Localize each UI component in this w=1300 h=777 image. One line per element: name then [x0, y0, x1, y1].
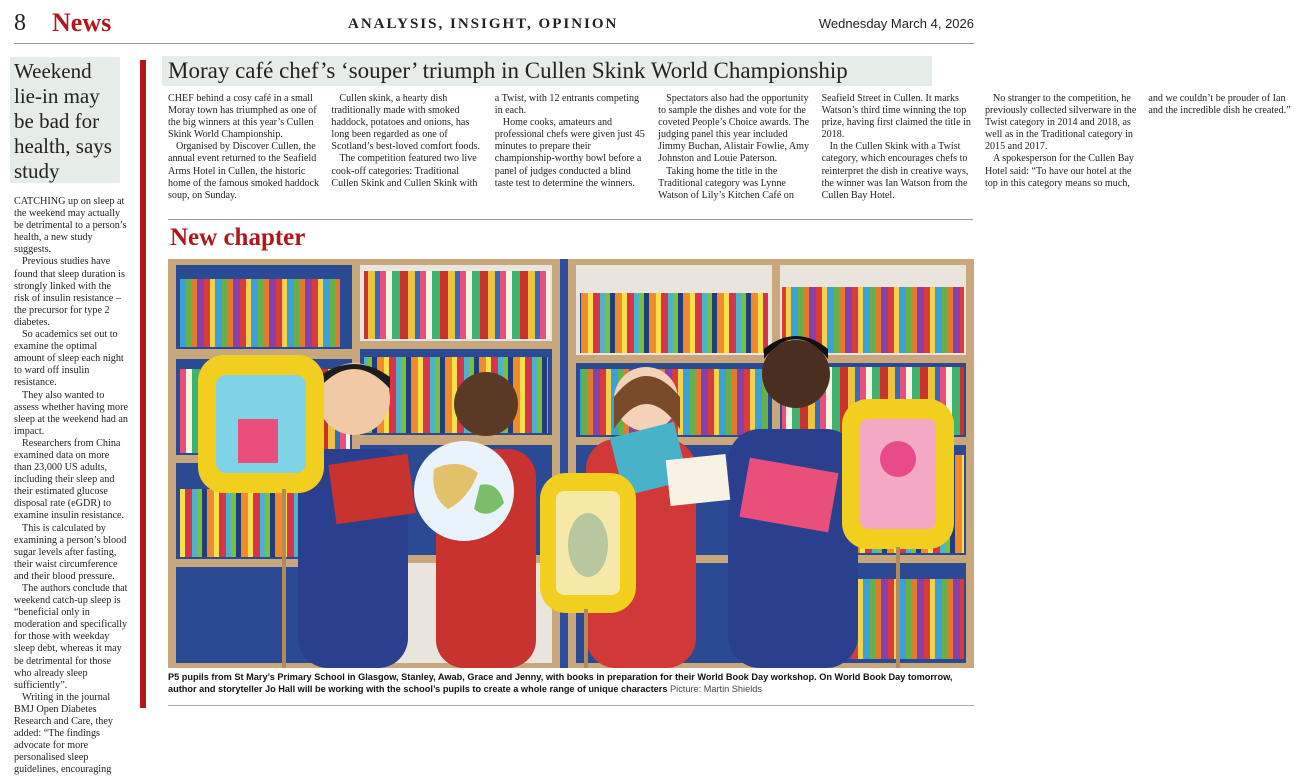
sidebar-paragraph: So academics set out to examine the optimal amount of sleep each night to ward off insulin resistance.: [14, 329, 124, 389]
page-number: 8: [14, 10, 26, 36]
footer-rule: [168, 705, 974, 706]
library-photo: [168, 259, 974, 668]
header-rule: [14, 43, 974, 44]
column-divider-bar: [140, 60, 146, 708]
sidebar-paragraph: Researchers from China examined data on more than 23,000 US adults, including their sleep and their estimated glucose disposal rate (eGDR) to examine insulin resistance.: [14, 437, 125, 522]
sidebar-headline: Weekend lie-in may be bad for health, says study: [10, 57, 120, 183]
main-paragraph: A spokesperson for the Cullen Bay Hotel said: “To have our hotel at the top in this category means so much, and we couldn’t be prouder of Ian and the incredible dish he created.”: [984, 93, 1291, 189]
photo-caption: [168, 672, 974, 695]
sidebar-paragraph: This is calculated by examining a person’s blood sugar levels after fasting, their waist circumference and their blood pressure.: [14, 522, 127, 582]
main-paragraph: CHEF behind a cosy café in a small Moray town has triumphed as one of the big winners at this year’s Cullen Skink World Championship.: [168, 93, 317, 141]
sidebar-paragraph: Previous studies have found that sleep duration is strongly linked with the risk of insulin resistance – the precursor for type 2 diabetes.: [14, 256, 125, 328]
main-paragraph: No stranger to the competition, he previously collected silverware in the Twist category in 2014 and 2018, as well as in the Traditional category in 2015 and 2017.: [984, 93, 1137, 153]
sidebar-paragraph: They also wanted to assess whether having more sleep at the weekend had an impact.: [14, 389, 129, 437]
section-kicker: ANALYSIS, INSIGHT, OPINION: [348, 16, 619, 32]
photo-headline: New chapter: [170, 224, 306, 251]
main-paragraph: Taking home the title in the Traditional category was Lynne Watson of Lily’s Kitchen Café on Seafield Street in Cullen. It marks Watson’s third time winning the top prize, having first claimed the title in 2018.: [658, 93, 971, 201]
section-title: News: [52, 8, 112, 37]
main-paragraph: Spectators also had the opportunity to sample the dishes and vote for the coveted People’s Choice awards. The judging panel this year included Jimmy Buchan, Alistair Fowlie, Amy Johnston and Louie Paterson.: [658, 93, 810, 165]
main-paragraph: Cullen skink, a hearty dish traditionally made with smoked haddock, potatoes and onions, has long been regarded as one of Scotland’s best-loved comfort foods.: [331, 93, 480, 153]
character-frame-right: [842, 399, 954, 549]
issue-date: Wednesday March 4, 2026: [818, 16, 974, 31]
story-rule: [168, 219, 973, 220]
character-frame-left: [198, 355, 324, 493]
sidebar-paragraph: CATCHING up on sleep at the weekend may actually be detrimental to a person’s health, a new study suggests.: [14, 196, 127, 256]
character-frame-middle: [540, 473, 636, 613]
main-paragraph: In the Cullen Skink with a Twist category, which encourages chefs to reinterpret the dish in creative ways, the winner was Ian Watson from the Cullen Bay Hotel.: [821, 141, 969, 201]
main-paragraph: The competition featured two live cook-off categories: Traditional Cullen Skink and Cullen Skink with a Twist, with 12 entrants competing in each.: [331, 93, 640, 189]
globe: [414, 441, 514, 541]
sidebar-paragraph: Writing in the journal BMJ Open Diabetes Research and Care, they added: “The findings advocate for more personalised sleep guidelines, encouraging: [14, 691, 113, 776]
main-article: [168, 93, 1291, 213]
main-paragraph: Home cooks, amateurs and professional chefs were given just 45 minutes to prepare their championship-worthy bowl before a panel of judges conducted a blind taste test to determine the winners.: [494, 117, 645, 189]
main-paragraph: Organised by Discover Cullen, the annual event returned to the Seafield Arms Hotel in Cullen, the historic home of the famous smoked haddock soup, on Sunday.: [168, 141, 320, 201]
sidebar-paragraph: The authors conclude that weekend catch-up sleep is “beneficial only in moderation and specifically for those with weekday sleep debt, whereas it may be detrimental for those who already sleep sufficiently”.: [14, 583, 128, 691]
main-headline: Moray café chef’s ‘souper’ triumph in Cullen Skink World Championship: [162, 56, 932, 86]
caption-text: P5 pupils from St Mary’s Primary School in Glasgow, Stanley, Awab, Grace and Jenny, with books in preparation for their World Book Day workshop. On World Book Day tomorrow, author and storyteller Jo Hall will be working with the school’s pupils to create a whole range of unique characters: [168, 672, 953, 694]
sidebar-article: [14, 196, 129, 776]
photo-credit: Picture: Martin Shields: [670, 683, 762, 694]
